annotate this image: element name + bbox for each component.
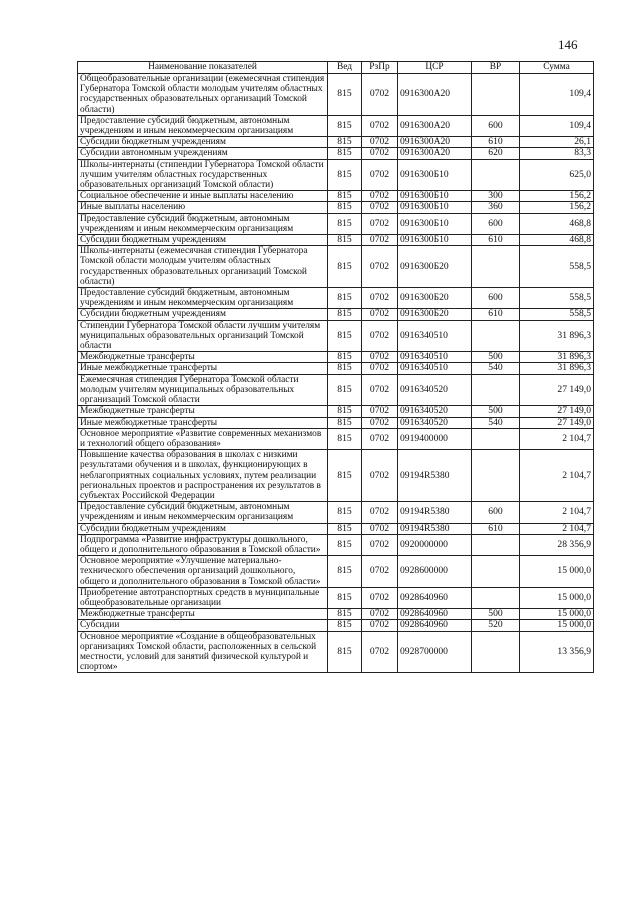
row-ved: 815 <box>328 74 362 116</box>
row-sum: 156,2 <box>520 191 594 202</box>
row-ved: 815 <box>328 352 362 363</box>
row-csr: 0916300Б20 <box>398 288 472 309</box>
row-vr: 540 <box>472 363 520 374</box>
row-vr: 620 <box>472 148 520 159</box>
row-ved: 815 <box>328 502 362 523</box>
row-csr: 0916300Б10 <box>398 213 472 234</box>
row-sum: 109,4 <box>520 115 594 136</box>
row-sum: 15 000,0 <box>520 609 594 620</box>
row-rzpr: 0702 <box>362 450 398 502</box>
row-vr <box>472 320 520 352</box>
row-vr: 500 <box>472 352 520 363</box>
row-sum: 109,4 <box>520 74 594 116</box>
row-sum: 558,5 <box>520 288 594 309</box>
row-name: Общеобразовательные организации (ежемесячная стипендия Губернатора Томской области молодым учителям областных государственных образовательных организаций Томской области) <box>78 74 328 116</box>
row-sum: 2 104,7 <box>520 450 594 502</box>
row-sum: 2 104,7 <box>520 502 594 523</box>
table-row <box>78 417 594 428</box>
row-ved: 815 <box>328 115 362 136</box>
row-rzpr: 0702 <box>362 631 398 673</box>
table-row <box>78 159 594 191</box>
row-rzpr: 0702 <box>362 213 398 234</box>
row-csr: 0928700000 <box>398 631 472 673</box>
row-csr: 0916340520 <box>398 374 472 406</box>
row-csr: 0916300А20 <box>398 137 472 148</box>
row-vr: 300 <box>472 191 520 202</box>
row-rzpr: 0702 <box>362 620 398 631</box>
row-ved: 815 <box>328 620 362 631</box>
row-vr: 610 <box>472 309 520 320</box>
row-sum: 31 896,3 <box>520 363 594 374</box>
row-name: Межбюджетные трансферты <box>78 609 328 620</box>
row-sum: 2 104,7 <box>520 428 594 449</box>
row-name: Субсидии бюджетным учреждениям <box>78 523 328 534</box>
row-rzpr: 0702 <box>362 235 398 246</box>
row-vr: 600 <box>472 288 520 309</box>
table-row <box>78 137 594 148</box>
row-csr: 0928640960 <box>398 587 472 608</box>
row-sum: 13 356,9 <box>520 631 594 673</box>
table-row <box>78 450 594 502</box>
budget-table <box>77 61 594 673</box>
row-ved: 815 <box>328 235 362 246</box>
row-name: Иные межбюджетные трансферты <box>78 417 328 428</box>
table-row <box>78 631 594 673</box>
row-rzpr: 0702 <box>362 159 398 191</box>
row-rzpr: 0702 <box>362 428 398 449</box>
row-csr: 0916340510 <box>398 363 472 374</box>
row-rzpr: 0702 <box>362 320 398 352</box>
row-rzpr: 0702 <box>362 587 398 608</box>
row-name: Предоставление субсидий бюджетным, автономным учреждениям и иным некоммерческим организациям <box>78 213 328 234</box>
row-csr: 0916300Б10 <box>398 191 472 202</box>
row-csr: 0928640960 <box>398 609 472 620</box>
row-ved: 815 <box>328 417 362 428</box>
row-sum: 28 356,9 <box>520 534 594 555</box>
row-rzpr: 0702 <box>362 374 398 406</box>
table-row <box>78 191 594 202</box>
table-row <box>78 148 594 159</box>
row-rzpr: 0702 <box>362 288 398 309</box>
row-rzpr: 0702 <box>362 534 398 555</box>
row-ved: 815 <box>328 137 362 148</box>
row-vr: 610 <box>472 523 520 534</box>
table-row <box>78 115 594 136</box>
row-ved: 815 <box>328 374 362 406</box>
header-vr: ВР <box>472 62 520 74</box>
table-row <box>78 620 594 631</box>
row-ved: 815 <box>328 246 362 288</box>
row-rzpr: 0702 <box>362 417 398 428</box>
row-csr: 09194R5380 <box>398 450 472 502</box>
row-name: Школы-интернаты (стипендии Губернатора Томской области лучшим учителям областных государственных образовательных организаций Томской области) <box>78 159 328 191</box>
row-sum: 558,5 <box>520 246 594 288</box>
table-body <box>78 74 594 673</box>
row-csr: 0916300Б10 <box>398 202 472 213</box>
row-vr: 600 <box>472 115 520 136</box>
row-sum: 15 000,0 <box>520 587 594 608</box>
row-csr: 0919400000 <box>398 428 472 449</box>
row-vr <box>472 374 520 406</box>
row-ved: 815 <box>328 450 362 502</box>
row-name: Предоставление субсидий бюджетным, автономным учреждениям и иным некоммерческим организациям <box>78 502 328 523</box>
table-row <box>78 352 594 363</box>
row-csr: 0916340520 <box>398 406 472 417</box>
row-vr: 600 <box>472 502 520 523</box>
row-rzpr: 0702 <box>362 363 398 374</box>
row-sum: 83,3 <box>520 148 594 159</box>
row-vr <box>472 74 520 116</box>
row-ved: 815 <box>328 406 362 417</box>
row-sum: 468,8 <box>520 213 594 234</box>
table-row <box>78 202 594 213</box>
row-csr: 09194R5380 <box>398 523 472 534</box>
row-rzpr: 0702 <box>362 246 398 288</box>
row-name: Субсидии бюджетным учреждениям <box>78 137 328 148</box>
table-row <box>78 235 594 246</box>
row-ved: 815 <box>328 159 362 191</box>
row-ved: 815 <box>328 631 362 673</box>
row-sum: 31 896,3 <box>520 352 594 363</box>
row-sum: 27 149,0 <box>520 417 594 428</box>
row-vr: 610 <box>472 235 520 246</box>
table-row <box>78 556 594 588</box>
header-sum: Сумма <box>520 62 594 74</box>
table-row <box>78 374 594 406</box>
row-name: Субсидии бюджетным учреждениям <box>78 309 328 320</box>
row-vr <box>472 534 520 555</box>
row-name: Субсидии <box>78 620 328 631</box>
row-rzpr: 0702 <box>362 556 398 588</box>
header-rzpr: РзПр <box>362 62 398 74</box>
row-name: Иные выплаты населению <box>78 202 328 213</box>
row-csr: 0916300А20 <box>398 74 472 116</box>
table-row <box>78 363 594 374</box>
row-vr: 610 <box>472 137 520 148</box>
row-sum: 558,5 <box>520 309 594 320</box>
row-name: Иные межбюджетные трансферты <box>78 363 328 374</box>
row-vr: 540 <box>472 417 520 428</box>
row-ved: 815 <box>328 213 362 234</box>
table-row <box>78 406 594 417</box>
table-row <box>78 609 594 620</box>
row-rzpr: 0702 <box>362 191 398 202</box>
row-rzpr: 0702 <box>362 406 398 417</box>
row-vr: 360 <box>472 202 520 213</box>
row-csr: 09194R5380 <box>398 502 472 523</box>
row-csr: 0916340520 <box>398 417 472 428</box>
header-ved: Вед <box>328 62 362 74</box>
row-rzpr: 0702 <box>362 523 398 534</box>
row-rzpr: 0702 <box>362 148 398 159</box>
row-sum: 31 896,3 <box>520 320 594 352</box>
row-csr: 0916300Б20 <box>398 309 472 320</box>
row-csr: 0916300А20 <box>398 115 472 136</box>
row-name: Основное мероприятие «Развитие современных механизмов и технологий общего образования» <box>78 428 328 449</box>
row-sum: 15 000,0 <box>520 620 594 631</box>
table-row <box>78 213 594 234</box>
row-ved: 815 <box>328 191 362 202</box>
table-row <box>78 534 594 555</box>
row-ved: 815 <box>328 428 362 449</box>
row-name: Межбюджетные трансферты <box>78 406 328 417</box>
row-csr: 0916300Б20 <box>398 246 472 288</box>
row-rzpr: 0702 <box>362 202 398 213</box>
row-rzpr: 0702 <box>362 609 398 620</box>
row-name: Подпрограмма «Развитие инфраструктуры дошкольного, общего и дополнительного образования в Томской области» <box>78 534 328 555</box>
row-ved: 815 <box>328 523 362 534</box>
table-header-row <box>78 62 594 74</box>
row-ved: 815 <box>328 587 362 608</box>
table-row <box>78 288 594 309</box>
row-rzpr: 0702 <box>362 137 398 148</box>
table-row <box>78 523 594 534</box>
row-csr: 0916300А20 <box>398 148 472 159</box>
row-sum: 2 104,7 <box>520 523 594 534</box>
row-sum: 26,1 <box>520 137 594 148</box>
table-row <box>78 428 594 449</box>
row-vr <box>472 587 520 608</box>
row-name: Повышение качества образования в школах с низкими результатами обучения и в школах, функционирующих в неблагоприятных социальных условиях, путем реализации региональных проектов и распространения их результатов в субъектах Российской Федерации <box>78 450 328 502</box>
header-name: Наименование показателей <box>78 62 328 74</box>
row-sum: 625,0 <box>520 159 594 191</box>
row-vr: 500 <box>472 406 520 417</box>
row-ved: 815 <box>328 148 362 159</box>
row-ved: 815 <box>328 288 362 309</box>
row-rzpr: 0702 <box>362 502 398 523</box>
row-csr: 0928640960 <box>398 620 472 631</box>
header-csr: ЦСР <box>398 62 472 74</box>
row-name: Ежемесячная стипендия Губернатора Томской области молодым учителям муниципальных образовательных организаций Томской области <box>78 374 328 406</box>
row-vr <box>472 631 520 673</box>
row-name: Стипендии Губернатора Томской области лучшим учителям муниципальных образовательных организаций Томской области <box>78 320 328 352</box>
table-row <box>78 587 594 608</box>
row-ved: 815 <box>328 320 362 352</box>
row-csr: 0916300Б10 <box>398 235 472 246</box>
row-ved: 815 <box>328 202 362 213</box>
row-sum: 27 149,0 <box>520 374 594 406</box>
row-rzpr: 0702 <box>362 74 398 116</box>
row-csr: 0916300Б10 <box>398 159 472 191</box>
row-vr <box>472 159 520 191</box>
row-sum: 468,8 <box>520 235 594 246</box>
row-ved: 815 <box>328 556 362 588</box>
row-csr: 0916340510 <box>398 352 472 363</box>
row-name: Предоставление субсидий бюджетным, автономным учреждениям и иным некоммерческим организациям <box>78 288 328 309</box>
row-name: Приобретение автотранспортных средств в муниципальные общеобразовательные организации <box>78 587 328 608</box>
row-sum: 15 000,0 <box>520 556 594 588</box>
row-name: Субсидии автономным учреждениям <box>78 148 328 159</box>
row-name: Основное мероприятие «Создание в общеобразовательных организациях Томской области, расположенных в сельской местности, условий для занятий физической культурой и спортом» <box>78 631 328 673</box>
row-vr: 600 <box>472 213 520 234</box>
row-name: Субсидии бюджетным учреждениям <box>78 235 328 246</box>
row-rzpr: 0702 <box>362 309 398 320</box>
row-csr: 0928600000 <box>398 556 472 588</box>
row-sum: 156,2 <box>520 202 594 213</box>
row-ved: 815 <box>328 363 362 374</box>
row-sum: 27 149,0 <box>520 406 594 417</box>
row-vr <box>472 556 520 588</box>
row-ved: 815 <box>328 609 362 620</box>
row-ved: 815 <box>328 309 362 320</box>
row-vr <box>472 428 520 449</box>
table-row <box>78 320 594 352</box>
row-csr: 0920000000 <box>398 534 472 555</box>
row-vr: 500 <box>472 609 520 620</box>
row-vr: 520 <box>472 620 520 631</box>
row-name: Социальное обеспечение и иные выплаты населению <box>78 191 328 202</box>
table-row <box>78 309 594 320</box>
row-name: Предоставление субсидий бюджетным, автономным учреждениям и иным некоммерческим организациям <box>78 115 328 136</box>
row-ved: 815 <box>328 534 362 555</box>
row-rzpr: 0702 <box>362 115 398 136</box>
table-row <box>78 502 594 523</box>
row-vr <box>472 246 520 288</box>
row-rzpr: 0702 <box>362 352 398 363</box>
table-row <box>78 74 594 116</box>
row-csr: 0916340510 <box>398 320 472 352</box>
row-vr <box>472 450 520 502</box>
page-number: 146 <box>558 37 578 52</box>
row-name: Межбюджетные трансферты <box>78 352 328 363</box>
table-row <box>78 246 594 288</box>
row-name: Основное мероприятие «Улучшение материально-технического обеспечения организаций дошкольного, общего и дополнительного образования в Томской области» <box>78 556 328 588</box>
row-name: Школы-интернаты (ежемесячная стипендия Губернатора Томской области молодым учителям областных государственных образовательных организаций Томской области) <box>78 246 328 288</box>
